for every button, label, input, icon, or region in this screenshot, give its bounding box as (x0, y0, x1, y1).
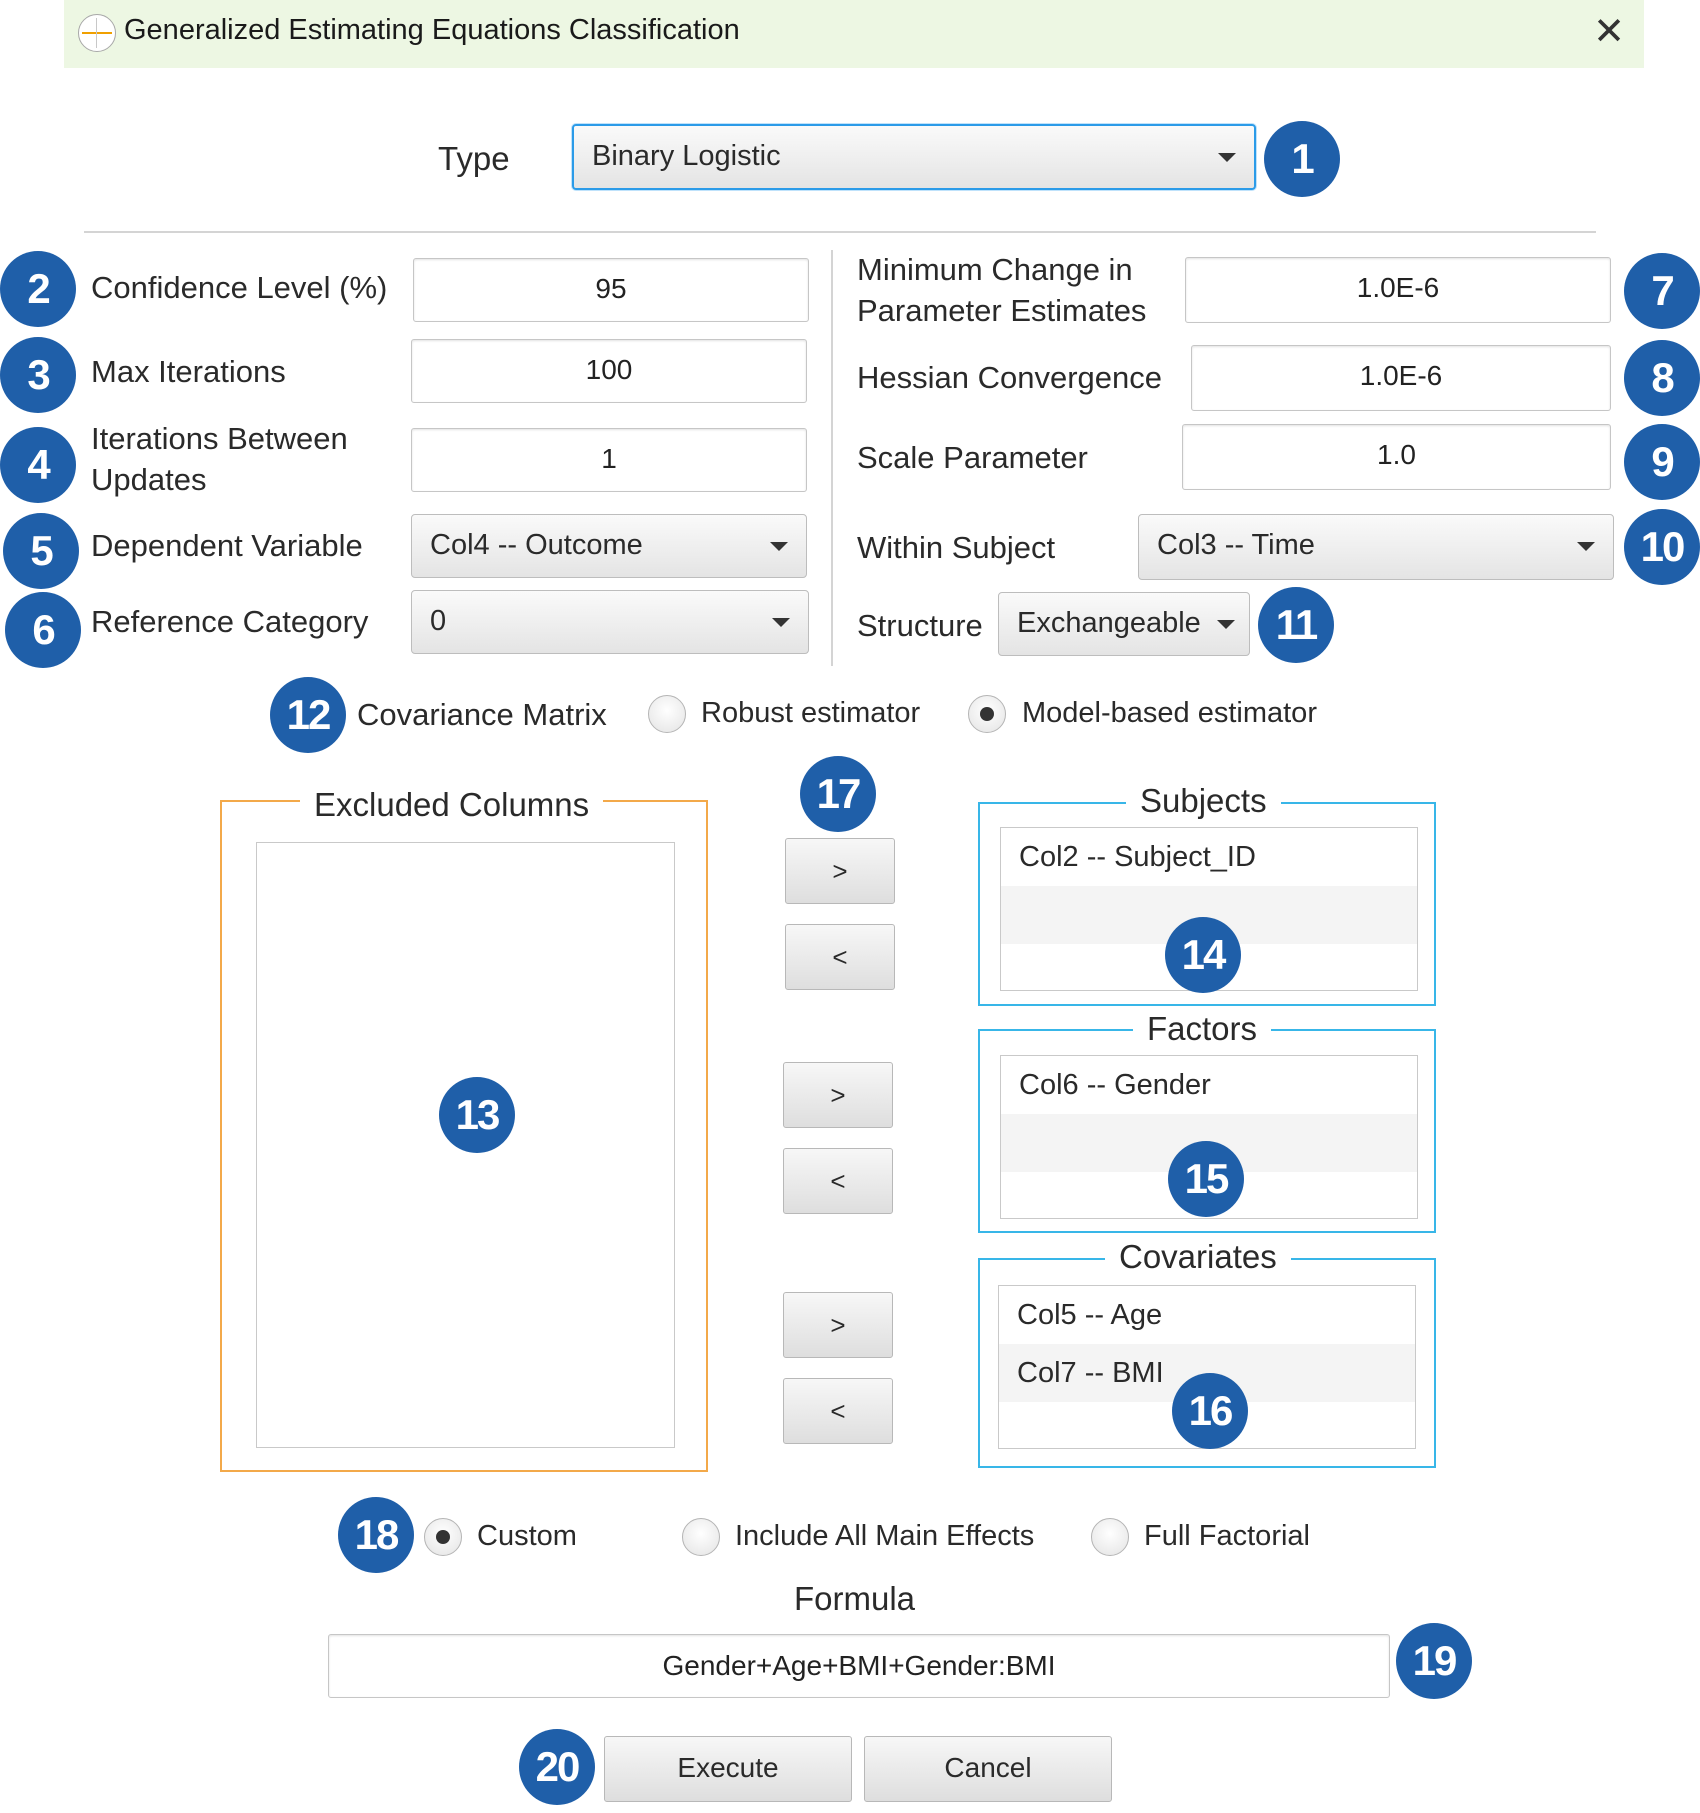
formula-input[interactable]: Gender+Age+BMI+Gender:BMI (328, 1634, 1390, 1698)
execute-button[interactable]: Execute (604, 1736, 852, 1802)
app-icon (78, 14, 116, 52)
divider-vertical (831, 250, 833, 666)
badge-17: 17 (800, 756, 876, 832)
remove-from-factors-button[interactable]: < (783, 1148, 893, 1214)
model-based-estimator-radio[interactable] (968, 695, 1006, 733)
window-title: Generalized Estimating Equations Classification (124, 14, 740, 46)
badge-14: 14 (1165, 917, 1241, 993)
dependent-variable-value: Col4 -- Outcome (430, 529, 643, 561)
badge-20: 20 (519, 1729, 595, 1805)
badge-12: 12 (270, 677, 346, 753)
custom-radio[interactable] (424, 1518, 462, 1556)
cancel-button[interactable]: Cancel (864, 1736, 1112, 1802)
add-to-factors-button[interactable]: > (783, 1062, 893, 1128)
iterations-between-label-1: Iterations Between (91, 421, 348, 456)
model-based-estimator-label: Model-based estimator (1022, 697, 1317, 729)
include-all-main-effects-label: Include All Main Effects (735, 1520, 1035, 1552)
chevron-down-icon (772, 618, 790, 627)
within-subject-select[interactable] (1138, 514, 1614, 580)
structure-label: Structure (857, 608, 983, 643)
list-item[interactable]: Col6 -- Gender (1019, 1069, 1211, 1101)
subjects-title: Subjects (1126, 782, 1281, 820)
badge-16: 16 (1172, 1373, 1248, 1449)
reference-category-label: Reference Category (91, 604, 369, 639)
badge-8: 8 (1624, 340, 1700, 416)
robust-estimator-label: Robust estimator (701, 697, 921, 729)
covariates-title: Covariates (1105, 1238, 1291, 1276)
confidence-level-label: Confidence Level (%) (91, 270, 388, 305)
iterations-between-label-2: Updates (91, 462, 207, 497)
iterations-between-input[interactable]: 1 (411, 428, 807, 492)
formula-label: Formula (794, 1580, 916, 1617)
confidence-level-input[interactable]: 95 (413, 258, 809, 322)
hessian-convergence-input[interactable]: 1.0E-6 (1191, 345, 1611, 411)
within-subject-value: Col3 -- Time (1157, 529, 1315, 561)
reference-category-select[interactable] (411, 590, 809, 654)
within-subject-label: Within Subject (857, 530, 1056, 565)
list-item[interactable]: Col7 -- BMI (999, 1344, 1415, 1402)
full-factorial-radio[interactable] (1091, 1518, 1129, 1556)
factors-title: Factors (1133, 1010, 1271, 1048)
add-to-subjects-button[interactable]: > (785, 838, 895, 904)
list-item[interactable]: Col5 -- Age (1017, 1299, 1163, 1331)
title-bar (64, 0, 1644, 68)
badge-9: 9 (1624, 424, 1700, 500)
chevron-down-icon (1218, 153, 1236, 162)
min-change-label-2: Parameter Estimates (857, 293, 1147, 328)
min-change-input[interactable]: 1.0E-6 (1185, 257, 1611, 323)
structure-select[interactable] (998, 592, 1250, 656)
chevron-down-icon (770, 542, 788, 551)
badge-3: 3 (0, 337, 76, 413)
badge-15: 15 (1168, 1141, 1244, 1217)
badge-10: 10 (1624, 509, 1700, 585)
badge-18: 18 (338, 1497, 414, 1573)
badge-19: 19 (1396, 1623, 1472, 1699)
remove-from-covariates-button[interactable]: < (783, 1378, 893, 1444)
badge-6: 6 (5, 592, 81, 668)
badge-11: 11 (1258, 587, 1334, 663)
custom-label: Custom (477, 1520, 577, 1552)
badge-13: 13 (439, 1077, 515, 1153)
excluded-columns-title: Excluded Columns (300, 786, 603, 824)
min-change-label-1: Minimum Change in (857, 252, 1133, 287)
chevron-down-icon (1217, 620, 1235, 629)
type-select[interactable] (572, 124, 1256, 190)
chevron-down-icon (1577, 542, 1595, 551)
type-select-value: Binary Logistic (592, 140, 781, 172)
full-factorial-label: Full Factorial (1144, 1520, 1310, 1552)
badge-7: 7 (1624, 253, 1700, 329)
hessian-convergence-label: Hessian Convergence (857, 360, 1163, 395)
max-iterations-label: Max Iterations (91, 354, 286, 389)
badge-4: 4 (0, 427, 76, 503)
badge-1: 1 (1264, 121, 1340, 197)
robust-estimator-radio[interactable] (648, 695, 686, 733)
covariance-matrix-label: Covariance Matrix (357, 697, 607, 732)
dependent-variable-select[interactable] (411, 514, 807, 578)
structure-value: Exchangeable (1017, 607, 1201, 639)
reference-category-value: 0 (430, 605, 447, 637)
badge-5: 5 (3, 513, 79, 589)
divider-horizontal (84, 231, 1596, 233)
scale-parameter-label: Scale Parameter (857, 440, 1088, 475)
include-all-main-effects-radio[interactable] (682, 1518, 720, 1556)
badge-2: 2 (0, 251, 76, 327)
add-to-covariates-button[interactable]: > (783, 1292, 893, 1358)
close-icon[interactable]: ✕ (1593, 11, 1625, 53)
dependent-variable-label: Dependent Variable (91, 528, 363, 563)
list-item[interactable]: Col2 -- Subject_ID (1019, 841, 1256, 873)
remove-from-subjects-button[interactable]: < (785, 924, 895, 990)
scale-parameter-input[interactable]: 1.0 (1182, 424, 1611, 490)
type-label: Type (438, 140, 510, 177)
max-iterations-input[interactable]: 100 (411, 339, 807, 403)
